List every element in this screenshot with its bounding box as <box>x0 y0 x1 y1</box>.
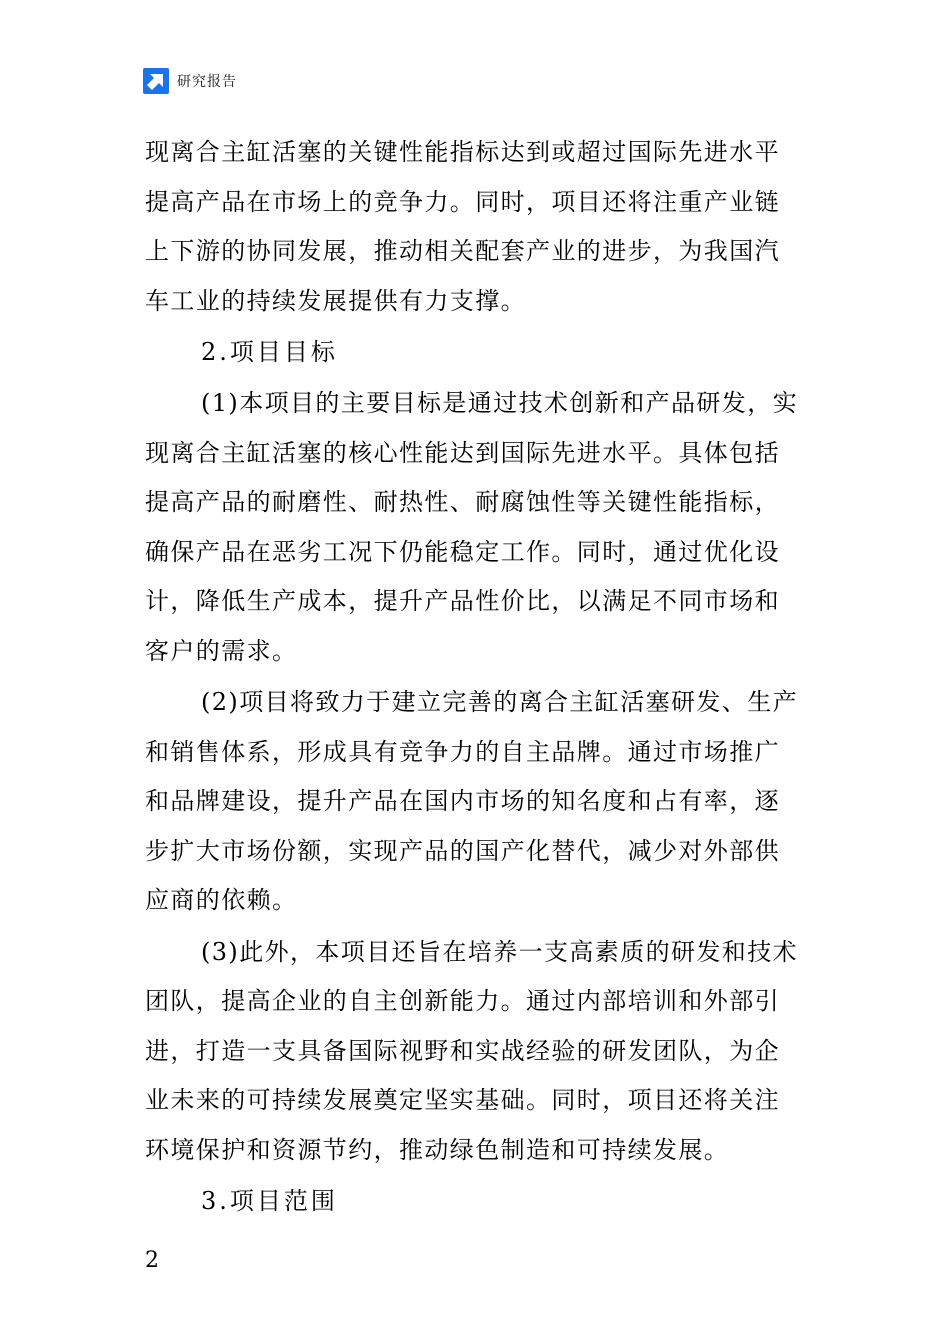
body-line: 上下游的协同发展，推动相关配套产业的进步，为我国汽 <box>145 237 780 266</box>
body-line: 环境保护和资源节约，推动绿色制造和可持续发展。 <box>145 1135 730 1164</box>
body-line: 确保产品在恶劣工况下仍能稳定工作。同时，通过优化设 <box>145 537 780 566</box>
header-title: 研究报告 <box>177 74 237 90</box>
section-heading-goals: 2.项目目标 <box>201 337 338 366</box>
body-line: (1)本项目的主要目标是通过技术创新和产品研发，实 <box>201 388 798 417</box>
body-line: 现离合主缸活塞的关键性能指标达到或超过国际先进水平 <box>145 138 780 166</box>
body-line: 计，降低生产成本，提升产品性价比，以满足不同市场和 <box>145 587 780 616</box>
body-line: 现离合主缸活塞的核心性能达到国际先进水平。具体包括 <box>145 438 780 467</box>
body-line: 提高产品在市场上的竞争力。同时，项目还将注重产业链 <box>145 187 780 216</box>
page-number: 2 <box>145 1248 159 1273</box>
section-heading-scope: 3.项目范围 <box>201 1186 338 1215</box>
body-line: 进，打造一支具备国际视野和实战经验的研发团队，为企 <box>145 1036 780 1065</box>
body-line: 和品牌建设，提升产品在国内市场的知名度和占有率，逐 <box>145 787 780 816</box>
page-header <box>143 68 237 94</box>
body-line: 提高产品的耐磨性、耐热性、耐腐蚀性等关键性能指标， <box>145 488 780 517</box>
body-line: 步扩大市场份额，实现产品的国产化替代，减少对外部供 <box>145 836 780 865</box>
body-line: 团队，提高企业的自主创新能力。通过内部培训和外部引 <box>145 987 780 1016</box>
body-line: 业未来的可持续发展奠定坚实基础。同时，项目还将关注 <box>145 1086 780 1115</box>
document-body <box>145 128 805 1227</box>
body-line: (3)此外，本项目还旨在培养一支高素质的研发和技术 <box>201 937 798 966</box>
body-line: 客户的需求。 <box>145 636 298 665</box>
body-line: 应商的依赖。 <box>145 886 298 915</box>
body-line: 车工业的持续发展提供有力支撑。 <box>145 286 526 315</box>
body-line: 和销售体系，形成具有竞争力的自主品牌。通过市场推广 <box>145 737 780 766</box>
arrow-logo-icon <box>143 68 169 94</box>
body-line: (2)项目将致力于建立完善的离合主缸活塞研发、生产 <box>201 688 798 717</box>
